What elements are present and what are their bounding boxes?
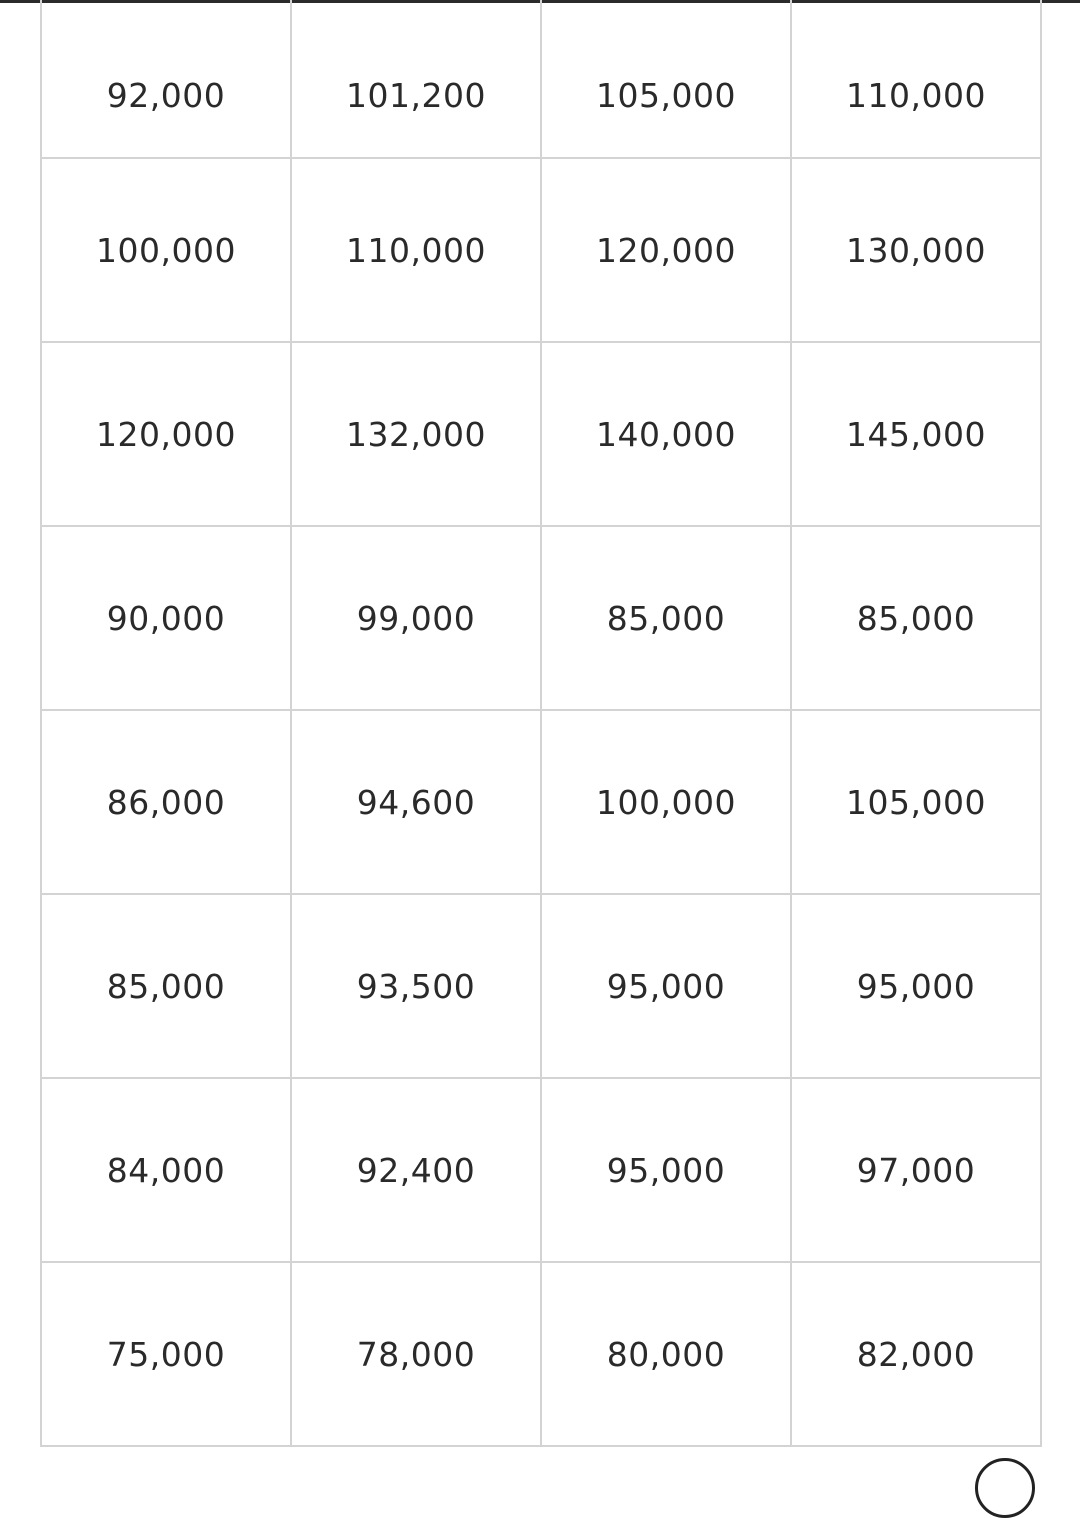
table-cell: 82,000 (791, 1262, 1041, 1446)
data-table-container (40, 0, 1042, 1447)
table-row (41, 710, 1041, 894)
table-cell: 100,000 (41, 158, 291, 342)
table-cell: 130,000 (791, 158, 1041, 342)
table-cell: 97,000 (791, 1078, 1041, 1262)
table-row (41, 1078, 1041, 1262)
table-cell: 110,000 (791, 0, 1041, 158)
table-cell: 110,000 (291, 158, 541, 342)
table-cell: 120,000 (41, 342, 291, 526)
table-cell: 145,000 (791, 342, 1041, 526)
data-table (40, 0, 1042, 1447)
table-cell: 78,000 (291, 1262, 541, 1446)
table-cell: 94,600 (291, 710, 541, 894)
table-cell: 85,000 (41, 894, 291, 1078)
table-cell: 93,500 (291, 894, 541, 1078)
table-cell: 90,000 (41, 526, 291, 710)
circle-button-icon[interactable] (975, 1458, 1035, 1518)
table-cell: 95,000 (791, 894, 1041, 1078)
table-cell: 86,000 (41, 710, 291, 894)
table-cell: 85,000 (541, 526, 791, 710)
table-cell: 105,000 (791, 710, 1041, 894)
table-row (41, 1262, 1041, 1446)
table-cell: 75,000 (41, 1262, 291, 1446)
table-row (41, 0, 1041, 158)
table-row (41, 158, 1041, 342)
table-row (41, 342, 1041, 526)
table-cell: 120,000 (541, 158, 791, 342)
table-cell: 100,000 (541, 710, 791, 894)
table-row (41, 526, 1041, 710)
table-cell: 80,000 (541, 1262, 791, 1446)
table-cell: 95,000 (541, 1078, 791, 1262)
table-cell: 95,000 (541, 894, 791, 1078)
table-cell: 140,000 (541, 342, 791, 526)
table-cell: 105,000 (541, 0, 791, 158)
table-cell: 85,000 (791, 526, 1041, 710)
table-cell: 132,000 (291, 342, 541, 526)
table-cell: 92,000 (41, 0, 291, 158)
table-cell: 92,400 (291, 1078, 541, 1262)
table-cell: 84,000 (41, 1078, 291, 1262)
table-cell: 99,000 (291, 526, 541, 710)
table-cell: 101,200 (291, 0, 541, 158)
table-row (41, 894, 1041, 1078)
